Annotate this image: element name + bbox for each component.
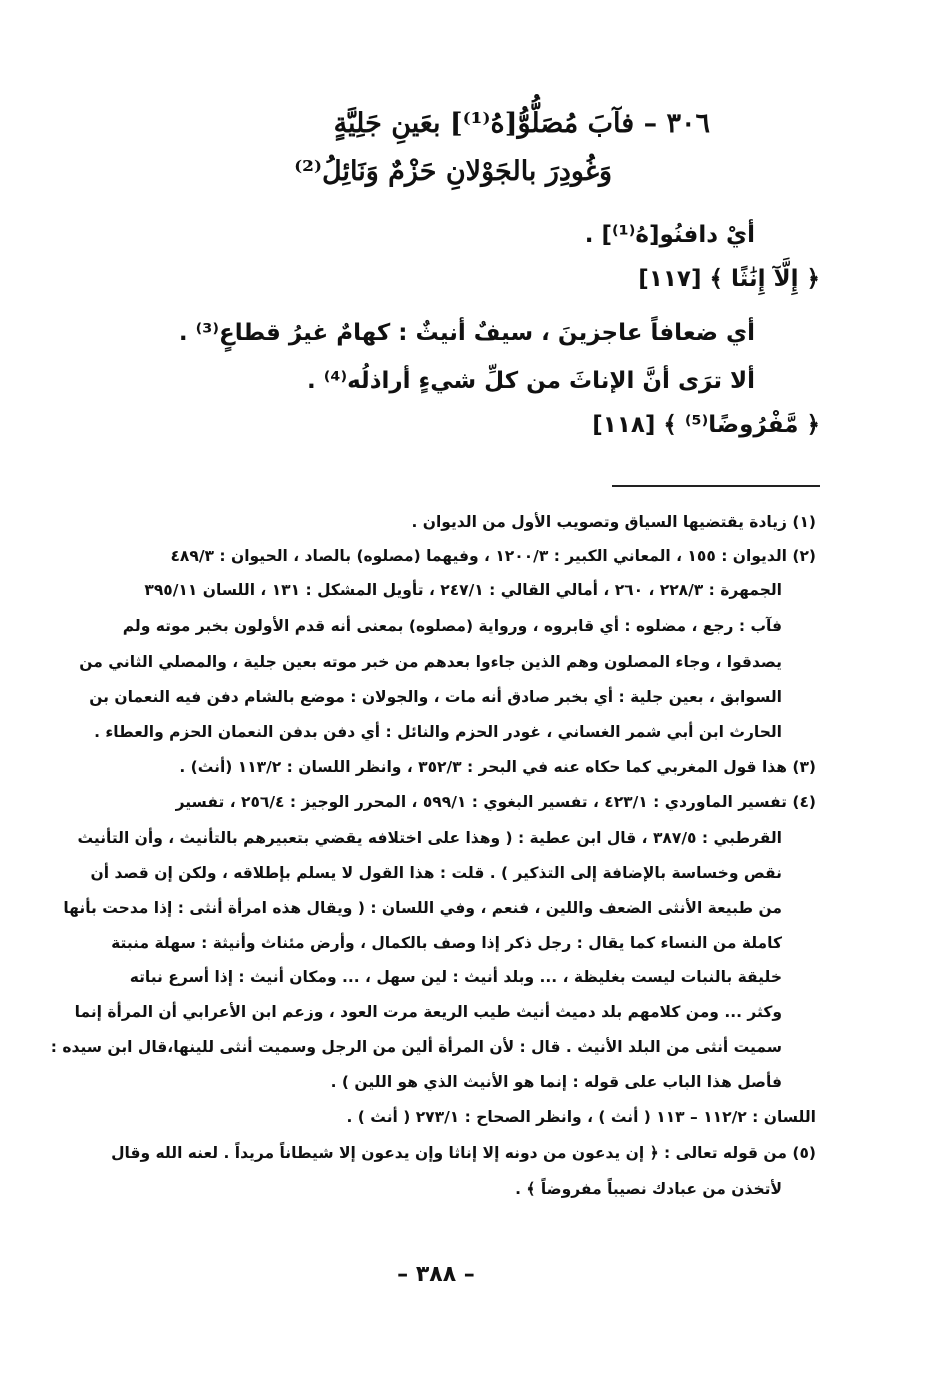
footnote-line: (٢) الديوان : ١٥٥ ، المعاني الكبير : ١٢٠٠/٣ ، وفيهما (مصلوه) بالصاد ، الحيوان : ٤٨٩/٣ xyxy=(170,547,816,565)
footnote-line: كاملة من النساء كما يقال : رجل ذكر إذا وصف بالكمال ، وأرض مئناث وأنيثة : سهلة منبتة xyxy=(111,934,782,952)
gloss-line: ألا ترَى أنَّ الإناثَ من كلِّ شيءٍ أراذلُه⁽⁴⁾ . xyxy=(307,368,755,394)
footnote-line: نقص وخساسة بالإضافة إلى التذكير ) . قلت : هذا القول لا يسلم بإطلاقه ، ولكن إن قصد أن xyxy=(90,864,782,882)
quran-word-heading: ﴿ إِلَّآ إِنَٰثًا ﴾ [١١٧] xyxy=(638,266,820,292)
footnote-line: يصدقوا ، وجاء المصلون وهم الذين جاءوا بعدهم من خبر موته بعين جلية ، والمصلي الثاني من xyxy=(79,653,782,671)
gloss-line: أيْ دافنُو[هُ⁽¹⁾] . xyxy=(584,222,755,248)
footnote-line: القرطبي : ٣٨٧/٥ ، قال ابن عطية : ( وهذا على اختلافه يقضي بتعبيرهم بالتأنيث ، وأن التأنيث xyxy=(77,829,782,847)
poetry-verse-hemistich-1: ٣٠٦ – فآبَ مُصَلُّوُّ[هُ⁽¹⁾] بعَينِ جَلِيَّةٍ xyxy=(333,108,710,139)
footnote-line: وكثر ... ومن كلامهم بلد دميث أنيث طيب الريعة مرت العود ، وزعم ابن الأعرابي أن المرأة إنما xyxy=(74,1003,782,1021)
footnote-line: (٥) من قوله تعالى : ﴿ إن يدعون من دونه إلا إناثا وإن يدعون إلا شيطاناً مريداً . لعنه الله وقال xyxy=(111,1144,816,1162)
footnote-line: خليقة بالنبات ليست بغليظة ، ... وبلد أنيث : لين سهل ، ... ومكان أنيث : إذا أسرع نباته xyxy=(129,968,782,986)
footnote-line: الحارث ابن أبي شمر الغساني ، غودر الحزم والنائل : أي دفن بدفن النعمان الحزم والعطاء . xyxy=(94,723,782,741)
footnote-line: الجمهرة : ٢٢٨/٣ ، ٢٦٠ ، أمالي القالي : ٢٤٧/١ ، تأويل المشكل : ١٣١ ، اللسان ٣٩٥/١١ xyxy=(144,581,782,599)
gloss-line: أي ضعافاً عاجزينَ ، سيفٌ أنيثٌ : كهامٌ غيرُ قطاعٍ⁽³⁾ . xyxy=(178,320,755,346)
footnote-line: (٤) تفسير الماوردي : ٤٢٣/١ ، تفسير البغوي : ٥٩٩/١ ، المحرر الوجيز : ٢٥٦/٤ ، تفسير xyxy=(175,793,816,811)
page-number: – ٣٨٨ – xyxy=(397,1262,475,1287)
footnote-line: (٣) هذا قول المغربي كما حكاه عنه في البحر : ٣٥٢/٣ ، وانظر اللسان : ١١٣/٢ (أنث) . xyxy=(179,758,816,776)
poetry-verse-hemistich-2: وَغُودِرَ بالجَوْلانِ حَزْمٌ وَنَائِلُ⁽²⁾ xyxy=(294,156,612,187)
footnote-line: لأتخذن من عبادك نصيباً مفروضاً ﴾ . xyxy=(515,1180,782,1198)
footnote-line: فأصل هذا الباب على قوله : إنما هو الأنيث الذي هو اللين ) . xyxy=(330,1073,782,1091)
footnote-line: من طبيعة الأنثى الضعف واللين ، فنعم ، وفي اللسان : ( ويقال هذه امرأة أنثى : إذا مدحت بأنها xyxy=(63,899,782,917)
footnote-separator xyxy=(612,485,820,487)
footnote-line: (١) زيادة يقتضيها السياق وتصويب الأول من الديوان . xyxy=(411,513,816,531)
footnote-line: فآب : رجع ، مضلوه : أي قابروه ، ورواية (مصلوه) بمعنى أنه قدم الأولون بخبر موته ولم xyxy=(122,617,782,635)
footnote-line: سميت أنثى من البلد الأنيث . قال : لأن المرأة ألين من الرجل وسميت أنثى للينها،قال ابن سيده : xyxy=(50,1038,782,1056)
quran-word-heading: ﴿ مَّفْرُوضًا⁽⁵⁾ ﴾ [١١٨] xyxy=(592,412,820,438)
footnote-line: السوابق ، بعين جلية : أي بخبر صادق أنه مات ، والجولان : موضع بالشام دفن فيه النعمان بن xyxy=(89,688,782,706)
footnote-line: اللسان : ١١٢/٢ – ١١٣ ( أنث ) ، وانظر الصحاح : ٢٧٣/١ ( أنث ) . xyxy=(346,1108,816,1126)
